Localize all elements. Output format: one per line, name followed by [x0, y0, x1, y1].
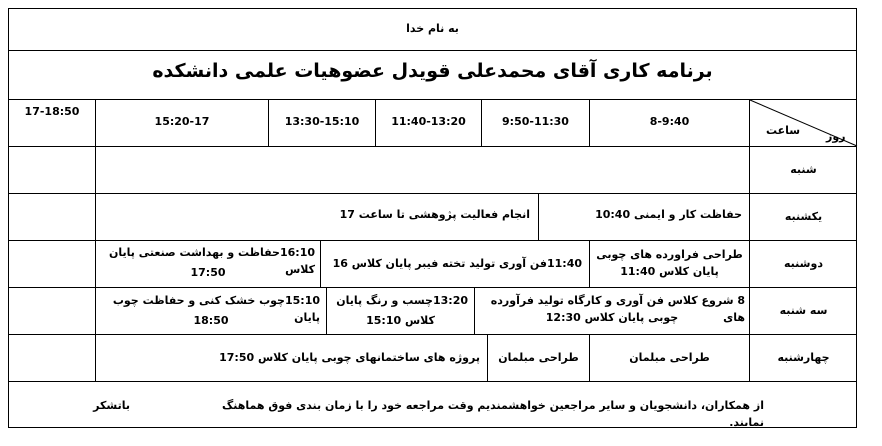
day-monday: دوشنبه: [784, 257, 823, 270]
tuesday-slot-2-line1: 13:20چسب و رنگ پایان: [336, 294, 468, 307]
monday-slot-3-line1: 16:10حفاظت و بهداشت صنعتی پایان کلاس: [109, 246, 315, 276]
sunday-slot-2: انجام فعالیت پژوهشی تا ساعت 17: [339, 208, 530, 221]
monday-slot-1-line2: پایان کلاس 11:40: [620, 265, 719, 278]
tuesday-slot-3-line2: 18:50: [193, 314, 229, 327]
day-saturday: شنبه: [790, 163, 817, 176]
time-slot-6: 17-18:50: [24, 105, 80, 118]
wednesday-slot-2: طراحی مبلمان: [498, 351, 579, 364]
monday-slot-1-line1: طراحی فراورده های چوبی: [596, 248, 743, 261]
footer-thanks: باتشکر: [93, 399, 130, 412]
tuesday-slot-1-line2: چوبی پایان کلاس 12:30: [545, 311, 679, 324]
basmala: به نام خدا: [406, 22, 459, 35]
footer-note: از همکاران، دانشجویان و سایر مراجعین خواهشمندیم وقت مراجعه خود را با زمان بندی فوق هماهنگ نمایند.: [222, 399, 764, 429]
corner-label-day: روز: [826, 130, 846, 143]
day-tuesday: سه شنبه: [779, 304, 828, 317]
time-slot-3: 11:40-13:20: [391, 115, 466, 128]
monday-slot-2: 11:40فن آوری تولید تخته فیبر پایان کلاس 16: [332, 257, 582, 270]
wednesday-slot-1: طراحی مبلمان: [629, 351, 710, 364]
sunday-slot-1: حفاظت کار و ایمنی 10:40: [595, 208, 742, 221]
tuesday-slot-3-line1: 15:10چوب خشک کنی و حفاظت چوب پایان: [112, 294, 320, 324]
time-slot-1: 8-9:40: [649, 115, 690, 128]
monday-slot-3-line2: 17:50: [190, 266, 226, 279]
time-slot-2: 9:50-11:30: [502, 115, 569, 128]
tuesday-slot-1-line1: 8 شروع کلاس فن آوری و کارگاه تولید فرآورده های: [490, 294, 745, 324]
page-title: برنامه کاری آقای محمدعلی قویدل عضوهیات علمی دانشکده: [152, 60, 713, 82]
corner-label-time: ساعت: [766, 124, 801, 137]
day-sunday: یکشنبه: [784, 210, 823, 223]
time-slot-4: 13:30-15:10: [284, 115, 360, 128]
tuesday-slot-2-line2: کلاس 15:10: [366, 314, 435, 327]
time-slot-5: 15:20-17: [154, 115, 210, 128]
wednesday-slot-3: پروژه های ساختمانهای چوبی پایان کلاس 17:50: [219, 351, 480, 364]
day-wednesday: چهارشنبه: [777, 351, 830, 364]
